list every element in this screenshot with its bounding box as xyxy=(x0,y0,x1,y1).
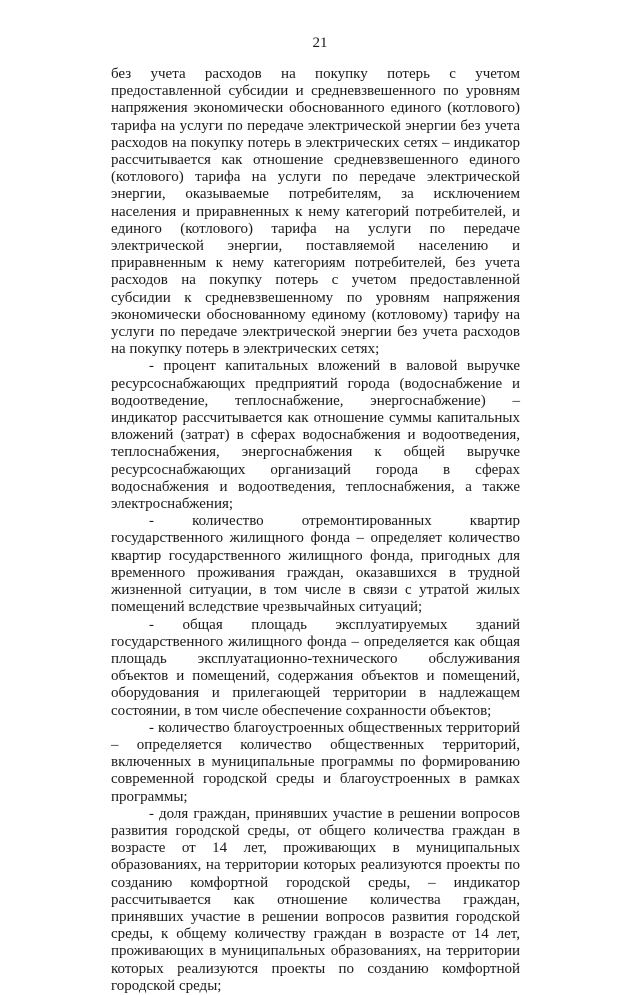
paragraph: без учета расходов на покупку потерь с учетом предоставленной субсидии и средневзвешенного по уровням напряжения экономически обоснованного единого (котлового) тарифа на услуги по передаче электрической энергии без учета расходов на покупку потерь в электрических сетях – индикатор рассчитывается как отношение средневзвешенного единого (котлового) тарифа на услуги по передаче электрической энергии, оказываемые потребителям, за исключением населения и приравненных к нему категорий потребителей, и единого (котлового) тарифа на услуги по передаче электрической энергии, поставляемой населению и приравненным к нему категориям потребителей, без учета расходов на покупку потерь с учетом предоставленной субсидии к средневзвешенному по уровням напряжения экономически обоснованному единому (котловому) тарифу на услуги по передаче электрической энергии без учета расходов на покупку потерь в электрических сетях; xyxy=(111,66,520,358)
body-text xyxy=(111,66,520,995)
paragraph: - общая площадь эксплуатируемых зданий государственного жилищного фонда – определяется как общая площадь эксплуатационно-технического обслуживания объектов и помещений, содержания объектов и помещений, оборудования и прилегающей территории в надлежащем состоянии, в том числе обеспечение сохранности объектов; xyxy=(111,616,520,719)
paragraph: - количество отремонтированных квартир государственного жилищного фонда – определяет количество квартир государственного жилищного фонда, пригодных для временного проживания граждан, оказавшихся в трудной жизненной ситуации, в том числе в связи с утратой жилых помещений вследствие чрезвычайных ситуаций; xyxy=(111,513,520,616)
paragraph: - количество благоустроенных общественных территорий – определяется количество общественных территорий, включенных в муниципальные программы по формированию современной городской среды и благоустроенных в рамках программы; xyxy=(111,719,520,805)
paragraph: - доля граждан, принявших участие в решении вопросов развития городской среды, от общего количества граждан в возрасте от 14 лет, проживающих в муниципальных образованиях, на территории которых реализуются проекты по созданию комфортной городской среды, – индикатор рассчитывается как отношение количества граждан, принявших участие в решении вопросов развития городской среды, к общему количеству граждан в возрасте от 14 лет, проживающих в муниципальных образованиях, на территории которых реализуются проекты по созданию комфортной городской среды; xyxy=(111,805,520,994)
page-number: 21 xyxy=(312,35,328,51)
paragraph: - процент капитальных вложений в валовой выручке ресурсоснабжающих предприятий города (водоснабжение и водоотведение, теплоснабжение, энергоснабжение) – индикатор рассчитывается как отношение суммы капитальных вложений (затрат) в сферах водоснабжения и водоотведения, теплоснабжения, энергоснабжения к общей выручке ресурсоснабжающих организаций города в сферах водоснабжения и водоотведения, теплоснабжения, а также электроснабжения; xyxy=(111,358,520,513)
